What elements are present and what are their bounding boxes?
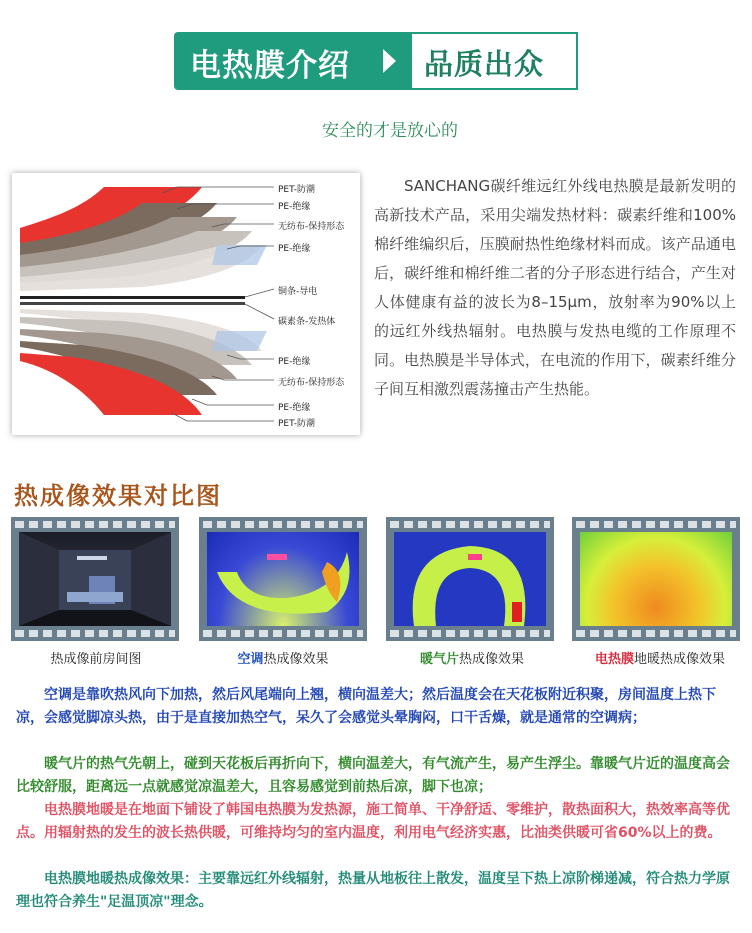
caption-room: [26, 648, 166, 667]
room-photo: [19, 532, 171, 626]
layer-label: 无纺布-保持形态: [278, 222, 345, 232]
paragraph-heating-film: 电热膜地暖是在地面下铺设了韩国电热膜为发热源，施工简单、干净舒适、零维护，散热面积大，热效率高等优点。用辐射热的发生的波长热供暖，可维持均匀的室内温度，利用电气经济实惠，比油类供暖可省60%以上的费。: [16, 802, 730, 841]
thermal-frame-room: [11, 517, 179, 641]
caption-radiator: [399, 648, 545, 667]
layer-label: PET-防潮: [278, 419, 316, 429]
caption-highlight: 空调: [237, 652, 264, 667]
caption-air-conditioning: [213, 648, 353, 667]
copper-strip: [20, 296, 245, 299]
title-banner-left: [174, 32, 410, 90]
layer-label: PET-防潮: [278, 185, 316, 195]
tagline: 安全的才是放心的: [322, 121, 458, 141]
layer-label: PE-绝缘: [278, 244, 311, 254]
product-description: SANCHANG碳纤维远红外线电热膜是最新发明的高新技术产品，采用尖端发热材料：碳素纤维和100%棉纤维编织后，压膜耐热性绝缘材料而成。该产品通电后，碳纤维和棉纤维二者的分子形态进行结合，产生对人体健康有益的波长为8–15μm，放射率为90%以上的远红外线热辐射。电热膜与发热电缆的工作原理不同。电热膜是半导体式，在电流的作用下，碳素纤维分子间互相激烈震荡撞击产生热能。: [374, 177, 736, 398]
thermal-image-air-conditioning: [207, 532, 359, 626]
caption-text: 热成像效果: [459, 652, 525, 667]
caption-highlight: 暖气片: [419, 652, 459, 667]
paragraph-conclusion: 电热膜地暖热成像效果：主要靠远红外线辐射，热量从地板往上散发，温度呈下热上凉阶梯递减，符合热力学原理也符合养生"足温顶凉"理念。: [16, 871, 730, 910]
caption-text: 地暖热成像效果: [634, 652, 726, 667]
section-title: 热成像效果对比图: [14, 482, 222, 510]
paragraph-radiator: 暖气片的热气先朝上，碰到天花板后再折向下，横向温差大，有气流产生，易产生浮尘。靠暖气片近的温度高会比较舒服，距离远一点就感觉凉温差大，且容易感觉到前热后凉，脚下也凉；: [16, 756, 730, 795]
carbon-strip: [20, 302, 245, 305]
layer-label: 铜条-导电: [278, 287, 318, 297]
layer-label: PE-绝缘: [278, 403, 311, 413]
layer-label: PE-绝缘: [278, 202, 311, 212]
layer-label: 无纺布-保持形态: [278, 378, 345, 388]
page-title: 电热膜介绍: [190, 48, 350, 84]
thermal-image-heating-film: [580, 532, 732, 626]
arrow-right-icon: [383, 49, 396, 73]
caption-heating-film: [574, 648, 746, 667]
title-banner-right: [410, 32, 578, 90]
layer-label: PE-绝缘: [278, 357, 311, 367]
caption-text: 热成像效果: [263, 652, 329, 667]
layer-label: 碳素条-发热体: [278, 317, 336, 327]
layer-structure-diagram: [12, 173, 360, 435]
caption-highlight: 电热膜: [594, 652, 634, 667]
thermal-image-radiator: [394, 532, 546, 626]
page-subtitle: 品质出众: [424, 47, 545, 81]
layer-illustration: [12, 173, 360, 435]
thermal-frame-air-conditioning: [199, 517, 367, 641]
thermal-frame-radiator: [386, 517, 554, 641]
thermal-frame-heating-film: [572, 517, 740, 641]
paragraph-air-conditioning: 空调是靠吹热风向下加热，然后风尾端向上翘，横向温差大；然后温度会在天花板附近积聚，房间温度上热下凉，会感觉脚凉头热，由于是直接加热空气，呆久了会感觉头晕胸闷，口干舌燥，就是通常的空调病；: [16, 687, 716, 726]
caption-text: 热成像前房间图: [50, 652, 142, 667]
